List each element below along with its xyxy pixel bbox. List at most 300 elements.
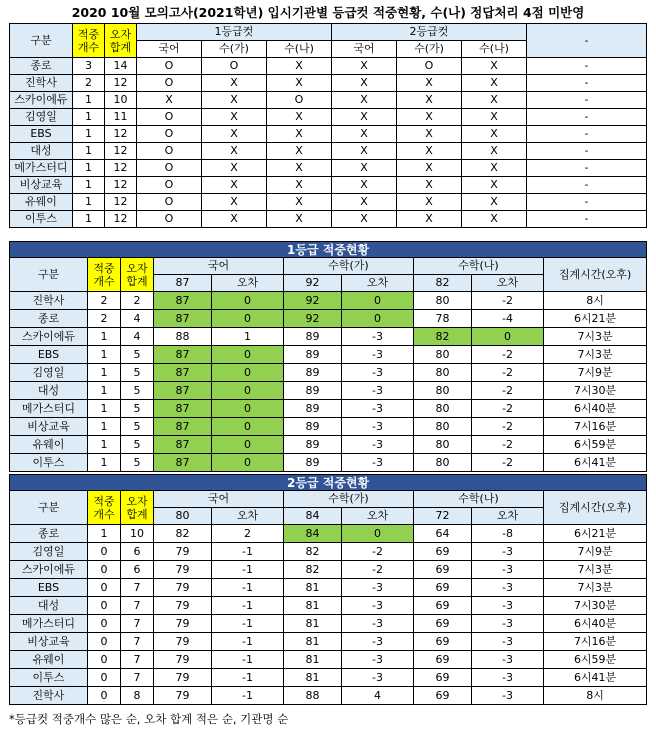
org-name: 비상교육 <box>10 418 88 436</box>
agg-time: 7시9분 <box>544 543 647 561</box>
predicted-cut: 80 <box>414 346 472 364</box>
predicted-cut: 79 <box>154 669 212 687</box>
err-sum: 10 <box>105 92 137 109</box>
agg-time: 7시16분 <box>544 418 647 436</box>
err-sum: 5 <box>121 382 154 400</box>
error-value: -3 <box>342 454 414 472</box>
predicted-cut: 87 <box>154 436 212 454</box>
error-value: -3 <box>472 597 544 615</box>
error-value: -1 <box>212 561 284 579</box>
grade1-hit-mark: X <box>202 177 267 194</box>
org-name: 진학사 <box>10 292 88 310</box>
table-row <box>10 579 647 597</box>
org-name: EBS <box>10 346 88 364</box>
error-value: -2 <box>342 561 414 579</box>
grade1-cut-header: 1등급컷 <box>137 24 332 41</box>
error-value: -4 <box>472 310 544 328</box>
note-cell: - <box>527 92 647 109</box>
predicted-cut: 87 <box>154 418 212 436</box>
table-row <box>10 292 647 310</box>
table-row <box>10 454 647 472</box>
table-row <box>10 177 647 194</box>
org-header: 구분 <box>10 24 73 58</box>
hits-count: 2 <box>88 292 121 310</box>
grade1-hit-mark: O <box>137 160 202 177</box>
grade2-hit-mark: X <box>462 194 527 211</box>
grade1-hit-mark: X <box>202 143 267 160</box>
predicted-cut: 69 <box>414 651 472 669</box>
predicted-cut: 87 <box>154 382 212 400</box>
err-sum: 8 <box>121 687 154 705</box>
org-name: 이투스 <box>10 669 88 687</box>
error-value: 0 <box>212 364 284 382</box>
err-sum: 5 <box>121 436 154 454</box>
err-header: 오차 <box>342 275 414 292</box>
error-value: -2 <box>472 400 544 418</box>
error-value: 0 <box>212 400 284 418</box>
error-value: -2 <box>472 454 544 472</box>
hits-count: 0 <box>88 543 121 561</box>
hits-count: 2 <box>88 310 121 328</box>
predicted-cut: 87 <box>154 346 212 364</box>
org-name: 메가스터디 <box>10 400 88 418</box>
footnote: *등급컷 적중개수 많은 순, 오차 합계 적은 순, 기관명 순 <box>9 712 289 726</box>
org-name: 스카이에듀 <box>10 92 73 109</box>
predicted-cut: 69 <box>414 561 472 579</box>
agg-time: 6시40분 <box>544 400 647 418</box>
error-value: -2 <box>472 364 544 382</box>
grade2-hit-mark: X <box>397 75 462 92</box>
grade1-hit-mark: X <box>267 126 332 143</box>
table-row <box>10 75 647 92</box>
grade2-hit-mark: X <box>462 92 527 109</box>
hits-count: 1 <box>73 194 105 211</box>
agg-time: 7시30분 <box>544 597 647 615</box>
hits-header: 적중 개수 <box>73 24 105 58</box>
table-row <box>10 92 647 109</box>
grade2-hit-mark: X <box>397 160 462 177</box>
note-cell: - <box>527 211 647 228</box>
hits-count: 0 <box>88 561 121 579</box>
subject-header: 수학(나) <box>414 491 544 508</box>
error-value: -3 <box>342 615 414 633</box>
org-name: 비상교육 <box>10 177 73 194</box>
table-row <box>10 328 647 346</box>
hits-count: 1 <box>88 436 121 454</box>
grade1-hit-mark: O <box>267 92 332 109</box>
predicted-cut: 87 <box>154 454 212 472</box>
err-sum-header: 오자 합계 <box>105 24 137 58</box>
agg-time: 8시 <box>544 687 647 705</box>
err-sum: 7 <box>121 651 154 669</box>
hits-count: 1 <box>88 382 121 400</box>
agg-time: 7시9분 <box>544 364 647 382</box>
error-value: -3 <box>472 543 544 561</box>
table-row <box>10 687 647 705</box>
err-sum: 14 <box>105 58 137 75</box>
error-value: -3 <box>342 346 414 364</box>
grade1-hit-mark: X <box>267 109 332 126</box>
table-row <box>10 633 647 651</box>
table-row <box>10 58 647 75</box>
grade1-table <box>9 241 647 472</box>
org-name: 스카이에듀 <box>10 328 88 346</box>
subject-header: 수학(나) <box>414 258 544 275</box>
err-sum: 5 <box>121 418 154 436</box>
table-row <box>10 597 647 615</box>
hits-count: 0 <box>88 669 121 687</box>
error-value: -3 <box>342 597 414 615</box>
org-name: 종로 <box>10 58 73 75</box>
note-cell: - <box>527 143 647 160</box>
grade1-hit-mark: O <box>137 75 202 92</box>
actual-cut: 84 <box>284 508 342 525</box>
table-row <box>10 364 647 382</box>
predicted-cut: 69 <box>414 633 472 651</box>
org-header: 구분 <box>10 491 88 525</box>
actual-cut: 87 <box>154 275 212 292</box>
err-sum: 6 <box>121 561 154 579</box>
note-cell: - <box>527 109 647 126</box>
predicted-cut: 89 <box>284 382 342 400</box>
grade2-hit-mark: X <box>332 75 397 92</box>
predicted-cut: 79 <box>154 633 212 651</box>
predicted-cut: 79 <box>154 615 212 633</box>
error-value: -1 <box>212 669 284 687</box>
hits-count: 1 <box>73 177 105 194</box>
error-value: 2 <box>212 525 284 543</box>
predicted-cut: 81 <box>284 579 342 597</box>
subject-header: 수(나) <box>462 41 527 58</box>
predicted-cut: 87 <box>154 364 212 382</box>
table-row <box>10 211 647 228</box>
grade2-hit-mark: O <box>397 58 462 75</box>
grade2-hit-mark: X <box>462 109 527 126</box>
error-value: 0 <box>212 454 284 472</box>
predicted-cut: 79 <box>154 579 212 597</box>
error-value: 0 <box>212 310 284 328</box>
grade1-hit-mark: X <box>202 194 267 211</box>
grade1-hit-mark: O <box>137 143 202 160</box>
predicted-cut: 80 <box>414 400 472 418</box>
predicted-cut: 89 <box>284 418 342 436</box>
grade1-hit-mark: O <box>137 126 202 143</box>
predicted-cut: 80 <box>414 436 472 454</box>
error-value: -1 <box>212 615 284 633</box>
predicted-cut: 89 <box>284 454 342 472</box>
error-value: 0 <box>212 436 284 454</box>
actual-cut: 72 <box>414 508 472 525</box>
grade2-band-title: 2등급 적중현황 <box>10 475 647 491</box>
note-cell: - <box>527 160 647 177</box>
predicted-cut: 87 <box>154 400 212 418</box>
error-value: -3 <box>342 328 414 346</box>
table-row <box>10 126 647 143</box>
org-name: 김영일 <box>10 364 88 382</box>
grade1-hit-mark: O <box>137 177 202 194</box>
note-header: - <box>527 24 647 58</box>
predicted-cut: 69 <box>414 597 472 615</box>
table-row <box>10 400 647 418</box>
org-name: 종로 <box>10 310 88 328</box>
agg-time: 7시3분 <box>544 579 647 597</box>
hits-header: 적중 개수 <box>88 258 121 292</box>
grade2-hit-mark: X <box>462 126 527 143</box>
page-title: 2020 10월 모의고사(2021학년) 입시기관별 등급컷 적중현황, 수(나) 정답처리 4점 미반영 <box>71 5 585 20</box>
grade2-hit-mark: X <box>397 126 462 143</box>
error-value: -1 <box>212 543 284 561</box>
predicted-cut: 79 <box>154 687 212 705</box>
predicted-cut: 82 <box>284 543 342 561</box>
predicted-cut: 79 <box>154 543 212 561</box>
org-name: 유웨이 <box>10 651 88 669</box>
hits-count: 0 <box>88 633 121 651</box>
grade1-hit-mark: X <box>202 211 267 228</box>
grade1-hit-mark: X <box>267 143 332 160</box>
org-name: EBS <box>10 126 73 143</box>
err-sum: 5 <box>121 364 154 382</box>
predicted-cut: 80 <box>414 292 472 310</box>
predicted-cut: 88 <box>284 687 342 705</box>
err-sum: 2 <box>121 292 154 310</box>
grade2-hit-mark: X <box>397 92 462 109</box>
table-row <box>10 669 647 687</box>
hits-count: 1 <box>88 418 121 436</box>
hits-count: 1 <box>88 400 121 418</box>
note-cell: - <box>527 58 647 75</box>
err-sum: 11 <box>105 109 137 126</box>
err-sum: 4 <box>121 310 154 328</box>
grade2-hit-mark: X <box>397 177 462 194</box>
grade1-hit-mark: X <box>267 194 332 211</box>
error-value: -2 <box>472 418 544 436</box>
agg-time: 6시41분 <box>544 454 647 472</box>
error-value: -2 <box>472 382 544 400</box>
agg-time-header: 집계시간(오후) <box>544 491 647 525</box>
error-value: -3 <box>472 579 544 597</box>
error-value: 0 <box>212 382 284 400</box>
hits-count: 1 <box>88 525 121 543</box>
error-value: -3 <box>342 633 414 651</box>
err-sum: 4 <box>121 328 154 346</box>
agg-time: 6시21분 <box>544 525 647 543</box>
table-row <box>10 615 647 633</box>
grade2-hit-mark: X <box>332 109 397 126</box>
predicted-cut: 79 <box>154 561 212 579</box>
summary-table <box>9 23 647 228</box>
err-sum: 7 <box>121 597 154 615</box>
hits-count: 0 <box>88 651 121 669</box>
error-value: 4 <box>342 687 414 705</box>
grade2-hit-mark: X <box>462 143 527 160</box>
grade1-hit-mark: O <box>137 194 202 211</box>
error-value: -3 <box>472 687 544 705</box>
hits-count: 1 <box>73 211 105 228</box>
agg-time: 6시59분 <box>544 651 647 669</box>
org-name: 유웨이 <box>10 194 73 211</box>
table-row <box>10 382 647 400</box>
err-header: 오차 <box>342 508 414 525</box>
grade1-hit-mark: O <box>137 58 202 75</box>
hits-count: 1 <box>73 92 105 109</box>
error-value: -3 <box>342 669 414 687</box>
predicted-cut: 79 <box>154 651 212 669</box>
grade2-hit-mark: X <box>462 75 527 92</box>
predicted-cut: 87 <box>154 292 212 310</box>
org-name: 김영일 <box>10 109 73 126</box>
error-value: -3 <box>472 669 544 687</box>
agg-time: 6시21분 <box>544 310 647 328</box>
grade2-table <box>9 474 647 705</box>
grade2-hit-mark: X <box>397 194 462 211</box>
predicted-cut: 81 <box>284 651 342 669</box>
table-row <box>10 561 647 579</box>
grade2-hit-mark: X <box>462 177 527 194</box>
error-value: 0 <box>212 346 284 364</box>
error-value: -3 <box>342 436 414 454</box>
agg-time: 7시3분 <box>544 346 647 364</box>
err-sum-header: 오자 합계 <box>121 258 154 292</box>
error-value: 0 <box>212 292 284 310</box>
org-name: 종로 <box>10 525 88 543</box>
predicted-cut: 64 <box>414 525 472 543</box>
table-row <box>10 525 647 543</box>
subject-header: 수(가) <box>397 41 462 58</box>
grade1-hit-mark: X <box>202 160 267 177</box>
note-cell: - <box>527 194 647 211</box>
org-name: 대성 <box>10 597 88 615</box>
error-value: -1 <box>212 633 284 651</box>
hits-count: 1 <box>73 126 105 143</box>
error-value: 0 <box>342 525 414 543</box>
grade1-band-title: 1등급 적중현황 <box>10 242 647 258</box>
predicted-cut: 69 <box>414 579 472 597</box>
grade2-hit-mark: X <box>462 58 527 75</box>
predicted-cut: 78 <box>414 310 472 328</box>
hits-count: 1 <box>73 109 105 126</box>
error-value: -3 <box>342 418 414 436</box>
grade2-hit-mark: X <box>397 109 462 126</box>
subject-header: 국어 <box>154 258 284 275</box>
org-name: 대성 <box>10 382 88 400</box>
predicted-cut: 79 <box>154 597 212 615</box>
err-sum: 7 <box>121 615 154 633</box>
error-value: 0 <box>472 328 544 346</box>
err-header: 오차 <box>212 275 284 292</box>
grade2-hit-mark: X <box>332 143 397 160</box>
err-header: 오차 <box>212 508 284 525</box>
org-header: 구분 <box>10 258 88 292</box>
grade1-hit-mark: X <box>202 126 267 143</box>
table-row <box>10 651 647 669</box>
subject-header: 수학(가) <box>284 491 414 508</box>
err-sum: 7 <box>121 669 154 687</box>
err-header: 오차 <box>472 275 544 292</box>
grade2-cut-header: 2등급컷 <box>332 24 527 41</box>
predicted-cut: 87 <box>154 310 212 328</box>
error-value: -3 <box>472 633 544 651</box>
table-row <box>10 310 647 328</box>
grade2-hit-mark: X <box>332 177 397 194</box>
subject-header: 수학(가) <box>284 258 414 275</box>
note-cell: - <box>527 177 647 194</box>
error-value: -3 <box>472 615 544 633</box>
err-sum: 12 <box>105 177 137 194</box>
hits-count: 3 <box>73 58 105 75</box>
err-sum: 12 <box>105 194 137 211</box>
subject-header: 국어 <box>154 491 284 508</box>
predicted-cut: 81 <box>284 633 342 651</box>
agg-time: 7시16분 <box>544 633 647 651</box>
predicted-cut: 89 <box>284 346 342 364</box>
table-row <box>10 418 647 436</box>
predicted-cut: 82 <box>414 328 472 346</box>
error-value: -3 <box>342 382 414 400</box>
grade2-hit-mark: X <box>332 58 397 75</box>
grade2-hit-mark: X <box>397 211 462 228</box>
error-value: -2 <box>472 346 544 364</box>
org-name: 스카이에듀 <box>10 561 88 579</box>
error-value: -1 <box>212 651 284 669</box>
err-sum: 10 <box>121 525 154 543</box>
predicted-cut: 80 <box>414 364 472 382</box>
hits-count: 2 <box>73 75 105 92</box>
error-value: 1 <box>212 328 284 346</box>
hits-count: 0 <box>88 597 121 615</box>
error-value: -3 <box>472 651 544 669</box>
agg-time: 6시41분 <box>544 669 647 687</box>
predicted-cut: 81 <box>284 669 342 687</box>
subject-header: 수(가) <box>202 41 267 58</box>
predicted-cut: 81 <box>284 615 342 633</box>
table-row <box>10 436 647 454</box>
error-value: -8 <box>472 525 544 543</box>
predicted-cut: 81 <box>284 597 342 615</box>
hits-count: 1 <box>88 454 121 472</box>
subject-header: 수(나) <box>267 41 332 58</box>
error-value: -1 <box>212 579 284 597</box>
hits-count: 0 <box>88 579 121 597</box>
note-cell: - <box>527 75 647 92</box>
actual-cut: 82 <box>414 275 472 292</box>
org-name: 대성 <box>10 143 73 160</box>
error-value: 0 <box>212 418 284 436</box>
error-value: -2 <box>472 436 544 454</box>
org-name: 메가스터디 <box>10 160 73 177</box>
err-sum: 12 <box>105 160 137 177</box>
org-name: 이투스 <box>10 211 73 228</box>
table-row <box>10 143 647 160</box>
hits-header: 적중 개수 <box>88 491 121 525</box>
agg-time: 8시 <box>544 292 647 310</box>
predicted-cut: 89 <box>284 328 342 346</box>
error-value: 0 <box>342 292 414 310</box>
err-sum: 5 <box>121 400 154 418</box>
org-name: 진학사 <box>10 687 88 705</box>
error-value: -3 <box>342 651 414 669</box>
grade2-hit-mark: X <box>397 143 462 160</box>
grade1-hit-mark: X <box>202 109 267 126</box>
error-value: -1 <box>212 597 284 615</box>
agg-time: 7시30분 <box>544 382 647 400</box>
predicted-cut: 80 <box>414 454 472 472</box>
table-row <box>10 543 647 561</box>
error-value: -1 <box>212 687 284 705</box>
error-value: -3 <box>342 400 414 418</box>
org-name: 비상교육 <box>10 633 88 651</box>
agg-time: 6시40분 <box>544 615 647 633</box>
org-name: 이투스 <box>10 454 88 472</box>
